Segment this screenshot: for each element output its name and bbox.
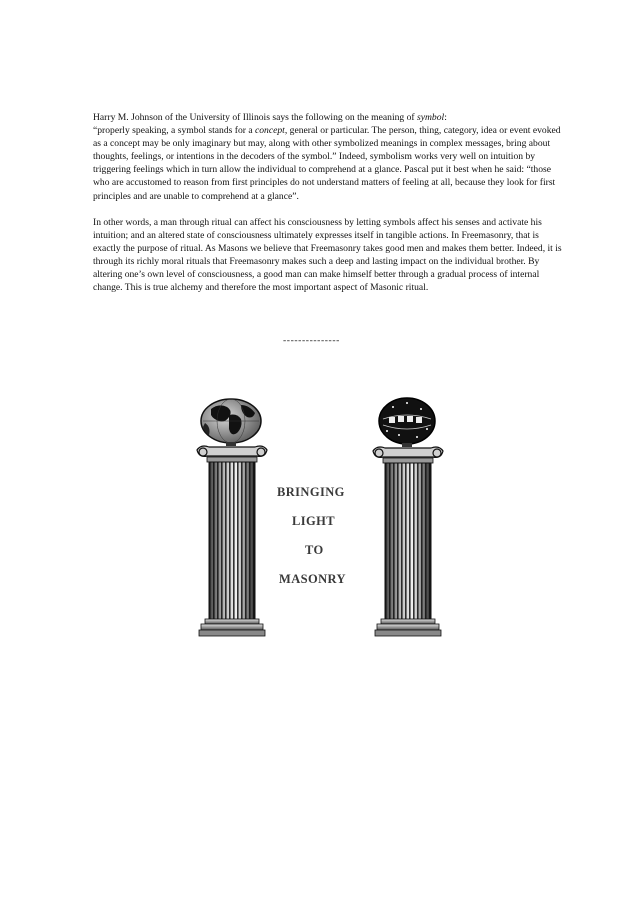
term-symbol: symbol [417, 112, 445, 123]
left-pillar [197, 399, 267, 636]
paragraph-1 [93, 111, 563, 203]
caption-line-1: BRINGING [277, 485, 345, 499]
left-base [199, 619, 265, 636]
paragraph-1-intro: Harry M. Johnson of the University of Illinois says the following on the meaning of [93, 112, 418, 123]
caption-line-4: MASONRY [279, 572, 346, 586]
quote-start: “properly speaking, a symbol stands for a [93, 125, 255, 137]
paragraph-2: In other words, a man through ritual can affect his consciousness by letting symbols affect his senses and activate his intuition; and an altered state of consciousness ultimately expresses itself in tangible actions. In Freemasonry, that is exactly the purpose of ritual. As Masons we believe that Freemasonry takes good men and makes them better. Indeed, it is through its richly moral rituals that Freemasonry makes such a deep and lasting impact on the individual brother. By altering one’s own level of consciousness, a good man can make himself better through a gradual process of internal change. This is true alchemy and therefore the most important aspect of Masonic ritual. [93, 216, 562, 294]
caption-line-3: TO [305, 543, 324, 557]
body-text [93, 111, 563, 294]
quote-rest: , general or particular. The person, thing, category, idea or event evoked as a concept may be only imaginary but may, along with other symbolized meanings in complex messages, bring about thoughts, feelings, or intentions in the decoders of the symbol.” Indeed, symbolism works very well on intuition by triggering feelings which in turn allow the individual to comprehend at a glance. Pascal put it best when he said: “those who are accustomed to reason from first principles do not understand matters of feeling at all, because they look for first principles and are unable to comprehend at a glance”. [93, 125, 561, 202]
paragraph-1-colon: : [444, 112, 447, 123]
term-concept: concept [255, 125, 285, 137]
right-capital [373, 447, 443, 463]
section-separator: --------------- [283, 335, 340, 346]
celestial-globe-icon [379, 398, 435, 444]
left-capital [197, 446, 267, 462]
caption-line-2: LIGHT [292, 514, 335, 528]
masonic-pillars-figure [193, 395, 448, 640]
terrestrial-globe-icon [201, 399, 261, 443]
right-base [375, 619, 441, 636]
right-pillar [373, 398, 443, 636]
